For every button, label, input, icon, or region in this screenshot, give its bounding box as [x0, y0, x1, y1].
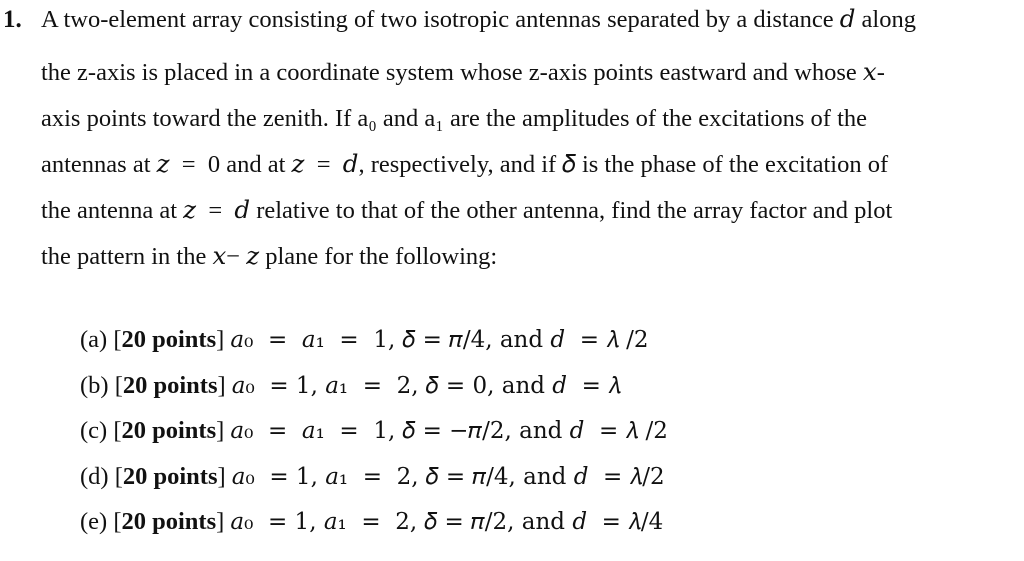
- subpart-label: (e) [: [80, 508, 122, 535]
- statement-line: [41, 5, 1016, 50]
- subpart-bracket: ]: [216, 508, 231, 535]
- statement-text: axis points toward the zenith. If a₀ and a₁ are the amplitudes of the excitations of the: [41, 105, 868, 132]
- subpart-bracket: ]: [216, 326, 231, 353]
- subpart-bracket: ]: [217, 371, 232, 399]
- subpart-expression: 𝑎₀ = 𝑎₁ = 1, 𝛿 = 𝜋/4, and 𝑑 = 𝜆 /2: [230, 327, 649, 353]
- subpart-expression: 𝑎₀ = 1, 𝑎₁ = 2, 𝛿 = 𝜋/4, and 𝑑 = 𝜆/2: [231, 463, 665, 490]
- subpart-expression: 𝑎₀ = 1, 𝑎₁ = 2, 𝛿 = 0, and 𝑑 = 𝜆: [231, 372, 621, 399]
- statement-text: the pattern in the 𝑥− 𝑧 plane for the following:: [41, 243, 498, 270]
- subpart-points: 20 points: [121, 417, 217, 444]
- subpart-points: 20 points: [122, 371, 218, 399]
- subpart-d: [80, 459, 668, 505]
- statement-line: [41, 142, 1016, 188]
- subpart-bracket: ]: [216, 417, 231, 444]
- subpart-e: [80, 504, 668, 550]
- subpart-bracket: ]: [217, 462, 232, 490]
- problem-statement: [41, 5, 1016, 280]
- problem-number: 1.: [3, 6, 22, 33]
- subpart-b: [80, 368, 668, 414]
- subpart-c: [80, 413, 668, 459]
- subpart-expression: 𝑎₀ = 1, 𝑎₁ = 2, 𝛿 = 𝜋/2, and 𝑑 = 𝜆/4: [230, 509, 664, 535]
- subpart-points: 20 points: [122, 462, 218, 490]
- subpart-label: (a) [: [80, 326, 122, 353]
- statement-line: [41, 50, 1016, 96]
- statement-text: the antenna at 𝑧 = 𝑑 relative to that of the other antenna, find the array factor and plot: [41, 197, 893, 224]
- statement-text: A two-element array consisting of two isotropic antennas separated by a distance 𝑑 along: [41, 6, 916, 33]
- subpart-label: (b) [: [80, 371, 123, 399]
- statement-line: [41, 96, 1016, 142]
- subpart-label: (c) [: [80, 417, 122, 444]
- statement-text: antennas at 𝑧 = 0 and at 𝑧 = 𝑑, respectively, and if 𝛿 is the phase of the excitation of: [41, 151, 889, 178]
- subpart-a: [80, 322, 668, 368]
- subpart-points: 20 points: [121, 508, 217, 535]
- subparts-list: [80, 322, 668, 550]
- statement-text: the z-axis is placed in a coordinate system whose z-axis points eastward and whose 𝑥-: [41, 59, 885, 86]
- statement-line: [41, 234, 1016, 280]
- subpart-points: 20 points: [121, 326, 217, 353]
- subpart-label: (d) [: [80, 462, 123, 490]
- subpart-expression: 𝑎₀ = 𝑎₁ = 1, 𝛿 = −𝜋/2, and 𝑑 = 𝜆 /2: [230, 418, 668, 444]
- statement-line: [41, 188, 1016, 234]
